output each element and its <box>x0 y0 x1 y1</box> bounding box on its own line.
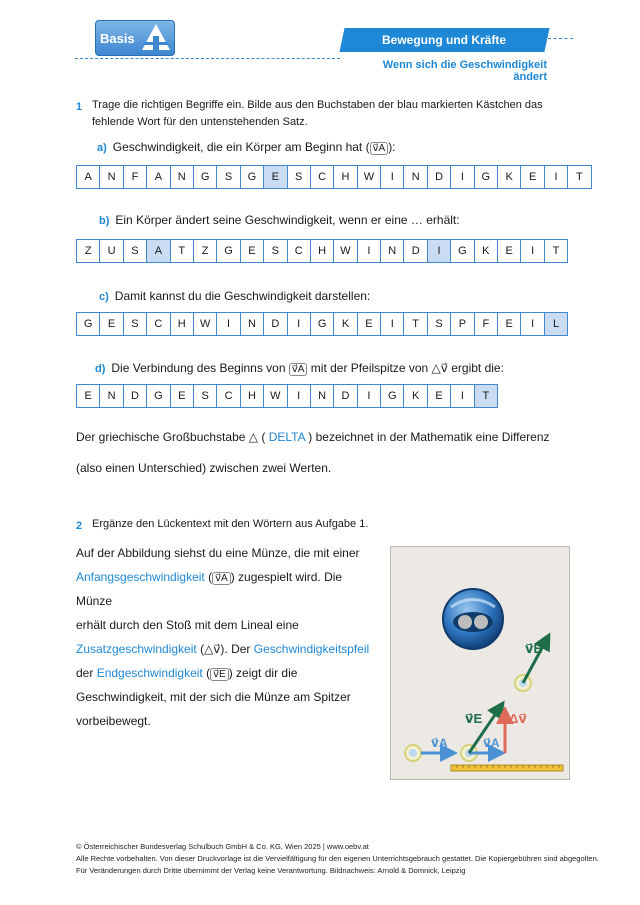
task-number-2: 2 <box>76 520 83 532</box>
letter-cell[interactable]: W <box>357 165 381 189</box>
answer-geschwindigkeitspfeil: Geschwindigkeitspfeil <box>253 642 370 656</box>
letter-cell[interactable]: I <box>450 384 474 408</box>
task2-instruction: Ergänze den Lückentext mit den Wörtern aus Aufgabe 1. <box>92 518 369 530</box>
task1a-prompt: a) Geschwindigkeit, die ein Körper am Beginn hat ( v⃗A ): <box>97 140 396 154</box>
svg-text:v⃗E: v⃗E <box>525 641 543 656</box>
coin-closeup-icon <box>443 589 503 649</box>
task-number-1: 1 <box>76 101 83 113</box>
letter-cell[interactable]: U <box>99 239 123 263</box>
letter-cell[interactable]: Z <box>76 239 100 263</box>
letter-cell[interactable]: E <box>170 384 194 408</box>
letter-cell[interactable]: I <box>544 165 568 189</box>
letter-cell[interactable]: L <box>544 312 568 336</box>
logo-text: Basis <box>100 31 135 46</box>
answer-endgeschwindigkeit: Endgeschwindigkeit <box>96 666 203 680</box>
letter-cell[interactable]: G <box>450 239 474 263</box>
letter-cell[interactable]: T <box>403 312 427 336</box>
letter-cell[interactable]: T <box>544 239 568 263</box>
letter-cell[interactable]: I <box>427 239 451 263</box>
letter-cell[interactable]: N <box>240 312 264 336</box>
svg-text:v⃗E: v⃗E <box>465 711 483 726</box>
letter-cell[interactable]: K <box>474 239 498 263</box>
letter-cell[interactable]: K <box>333 312 357 336</box>
coin-figure <box>390 546 570 780</box>
letter-row-a <box>76 165 592 189</box>
task1c-prompt: c) Damit kannst du die Geschwindigkeit darstellen: <box>99 289 371 303</box>
letter-cell[interactable]: N <box>380 239 404 263</box>
logo-triangle-icon <box>140 22 172 54</box>
letter-cell[interactable]: A <box>76 165 100 189</box>
letter-cell[interactable]: N <box>403 165 427 189</box>
answer-zusatzgeschwindigkeit: Zusatzgeschwindigkeit <box>76 642 197 656</box>
header-divider <box>75 58 340 59</box>
task1b-prompt: b) Ein Körper ändert seine Geschwindigkeit, wenn er eine … erhält: <box>99 213 460 227</box>
letter-cell[interactable]: G <box>310 312 334 336</box>
letter-cell[interactable]: I <box>287 312 311 336</box>
svg-text:Δv⃗: Δv⃗ <box>509 711 527 726</box>
letter-cell[interactable]: N <box>99 384 123 408</box>
letter-cell[interactable]: E <box>99 312 123 336</box>
task2-cloze-text: Auf der Abbildung siehst du eine Münze, die mit einer Anfangsgeschwindigkeit ( v⃗A ) zugespielt wird. Die Münze erhält durch den Stoß mit dem Lineal eine Zusatzgeschwindigkeit (△v⃗). Der Geschwindigkeitspfeil der Endgeschwindigkeit ( v⃗E ) zeigt dir die Geschwindigkeit, mit der sich die Münze am Spitzer vorbeibewegt. <box>76 546 370 728</box>
letter-row-c <box>76 312 568 336</box>
letter-cell[interactable]: I <box>450 165 474 189</box>
letter-cell[interactable]: I <box>357 239 381 263</box>
letter-cell[interactable]: D <box>123 384 147 408</box>
svg-text:v⃗A: v⃗A <box>483 736 500 750</box>
letter-cell[interactable]: D <box>333 384 357 408</box>
letter-cell[interactable]: T <box>567 165 591 189</box>
letter-cell[interactable]: C <box>216 384 240 408</box>
letter-cell[interactable]: I <box>520 312 544 336</box>
letter-cell[interactable]: S <box>123 312 147 336</box>
letter-cell[interactable]: H <box>310 239 334 263</box>
letter-cell[interactable]: N <box>99 165 123 189</box>
letter-cell[interactable]: E <box>76 384 100 408</box>
page-subtitle: Wenn sich die Geschwindigkeit ändert <box>382 59 547 83</box>
letter-cell[interactable]: A <box>146 165 170 189</box>
letter-cell[interactable]: D <box>263 312 287 336</box>
footer: © Österreichischer Bundesverlag Schulbuch GmbH & Co. KG, Wien 2025 | www.oebv.at Alle Rechte vorbehalten. Von dieser Druckvorlage ist die Vervielfältigung für den eigenen Unterrichtsgebrauch gestattet. Die Kopiergebühren sind abgegolten. Für Veränderungen durch Dritte übernimmt der Verlag keine Verantwortung. Bildnachweis: Arnold & Domnick, Leipzig <box>76 842 599 875</box>
header-divider-right <box>548 38 573 39</box>
letter-cell[interactable]: S <box>427 312 451 336</box>
letter-cell[interactable]: E <box>497 312 521 336</box>
letter-cell[interactable]: S <box>287 165 311 189</box>
letter-cell[interactable]: N <box>170 165 194 189</box>
letter-cell[interactable]: H <box>240 384 264 408</box>
letter-cell[interactable]: G <box>76 312 100 336</box>
letter-cell[interactable]: F <box>474 312 498 336</box>
letter-cell[interactable]: D <box>403 239 427 263</box>
letter-cell[interactable]: K <box>497 165 521 189</box>
letter-cell[interactable]: D <box>427 165 451 189</box>
letter-cell[interactable]: G <box>193 165 217 189</box>
task1-instruction: Trage die richtigen Begriffe ein. Bilde aus den Buchstaben der blau markierten Kästchen das fehlende Wort für den untenstehenden Satz. <box>92 99 543 128</box>
letter-cell[interactable]: P <box>450 312 474 336</box>
letter-cell[interactable]: I <box>287 384 311 408</box>
letter-cell[interactable]: S <box>216 165 240 189</box>
letter-cell[interactable]: I <box>380 165 404 189</box>
topic-banner: Bewegung und Kräfte <box>339 28 549 52</box>
letter-cell[interactable]: C <box>146 312 170 336</box>
letter-cell[interactable]: I <box>520 239 544 263</box>
task1d-prompt: d) Die Verbindung des Beginns von v⃗A mit der Pfeilspitze von △v⃗ ergibt die: <box>95 361 504 375</box>
letter-cell[interactable]: S <box>263 239 287 263</box>
delta-answer: DELTA <box>268 430 305 444</box>
letter-row-d <box>76 384 498 408</box>
letter-cell[interactable]: E <box>520 165 544 189</box>
task1-conclusion: Der griechische Großbuchstabe △ ( DELTA ) bezeichnet in der Mathematik eine Differenz (also einen Unterschied) zwischen zwei Werten. <box>76 430 550 475</box>
letter-cell[interactable]: I <box>216 312 240 336</box>
letter-cell[interactable]: T <box>170 239 194 263</box>
letter-cell[interactable]: T <box>474 384 498 408</box>
letter-cell[interactable]: S <box>123 239 147 263</box>
letter-cell[interactable]: K <box>403 384 427 408</box>
letter-cell[interactable]: E <box>240 239 264 263</box>
ruler-icon <box>451 765 563 771</box>
letter-cell[interactable]: W <box>193 312 217 336</box>
letter-cell[interactable]: W <box>263 384 287 408</box>
letter-cell[interactable]: N <box>310 384 334 408</box>
letter-cell[interactable]: C <box>287 239 311 263</box>
letter-cell[interactable]: G <box>146 384 170 408</box>
letter-cell[interactable]: I <box>380 312 404 336</box>
letter-cell[interactable]: G <box>474 165 498 189</box>
letter-cell[interactable]: C <box>310 165 334 189</box>
coin-figure-drawing <box>391 547 571 781</box>
letter-cell[interactable]: E <box>263 165 287 189</box>
letter-cell[interactable]: G <box>216 239 240 263</box>
letter-cell[interactable]: S <box>193 384 217 408</box>
letter-cell[interactable]: H <box>333 165 357 189</box>
svg-text:v⃗A: v⃗A <box>431 736 448 750</box>
letter-cell[interactable]: E <box>427 384 451 408</box>
letter-cell[interactable]: H <box>170 312 194 336</box>
letter-cell[interactable]: G <box>240 165 264 189</box>
letter-cell[interactable]: A <box>146 239 170 263</box>
letter-cell[interactable]: E <box>357 312 381 336</box>
letter-cell[interactable]: F <box>123 165 147 189</box>
answer-anfangsgeschwindigkeit: Anfangsgeschwindigkeit <box>76 570 205 584</box>
letter-cell[interactable]: Z <box>193 239 217 263</box>
letter-cell[interactable]: G <box>380 384 404 408</box>
letter-cell[interactable]: I <box>357 384 381 408</box>
letter-row-b <box>76 239 568 263</box>
letter-cell[interactable]: W <box>333 239 357 263</box>
letter-cell[interactable]: E <box>497 239 521 263</box>
